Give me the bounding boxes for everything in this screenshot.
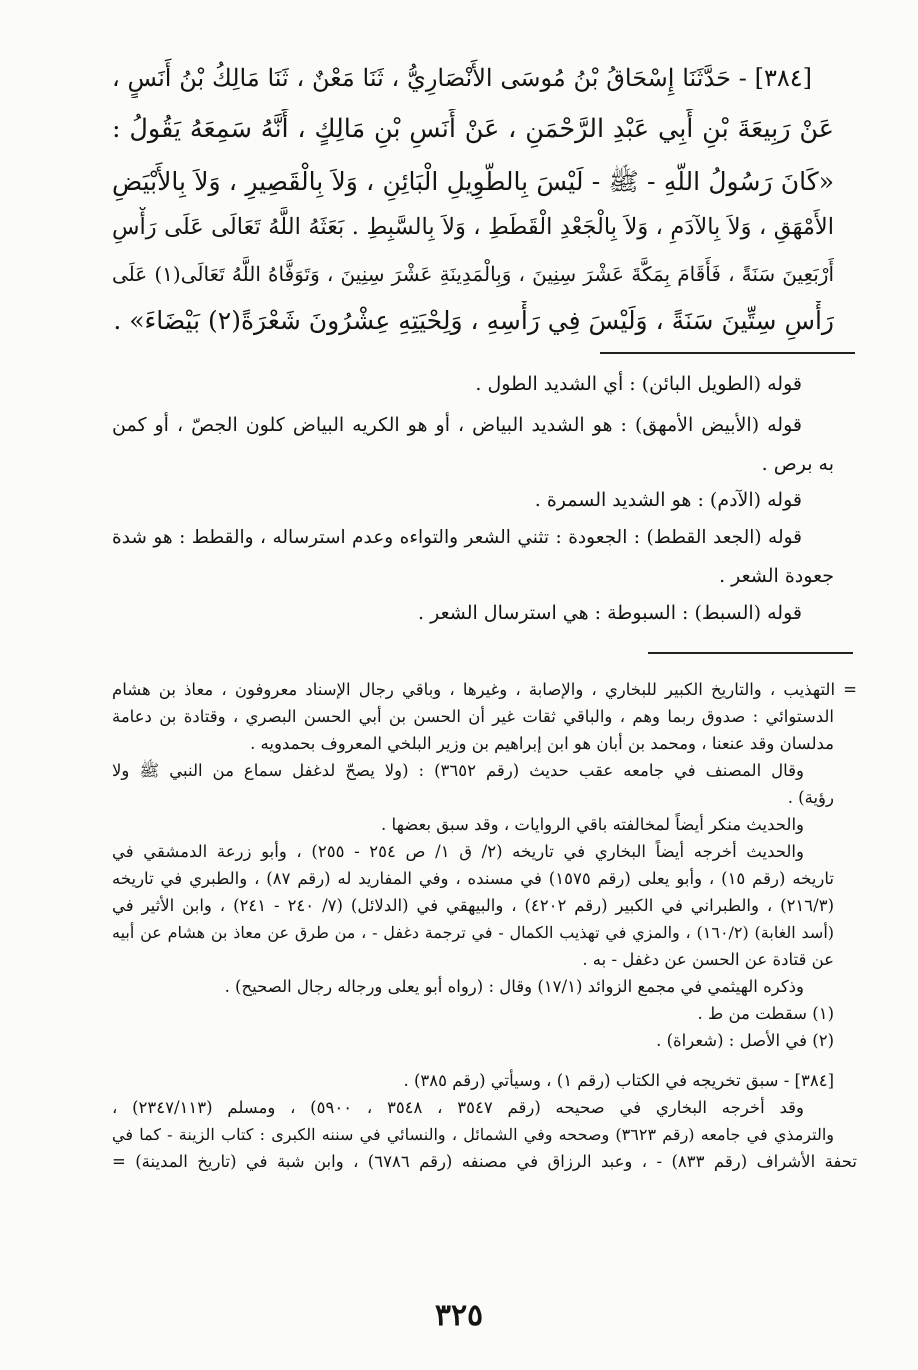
hadith-line: «كَانَ رَسُولُ اللَّهِ - ﷺ - لَيْسَ بِالطَّوِيلِ الْبَائِنِ ، وَلاَ بِالْقَصِيرِ ، وَلاَ بِالأَبْيَضِ [112,167,834,196]
footnote-line: والترمذي في جامعه (رقم ٣٦٢٣) وصححه وفي الشمائل ، والنسائي في سننه الكبرى : كتاب الزينة - كما في [112,1125,834,1144]
page-number: ٣٢٥ [434,1298,484,1333]
footnote-line: وذكره الهيثمي في مجمع الزوائد (١٧/١) وقال : (رواه أبو يعلى ورجاله رجال الصحيح) . [224,977,804,996]
footnote-line: (٢١٦/٣) ، والطبراني في الكبير (رقم ٤٢٠٢) ، والبيهقي في (الدلائل) (٧/ ٢٤٠ - ٢٤١) ، وابن الأثير في [112,896,834,915]
hadith-line: رَأْسِ سِتِّينَ سَنَةً ، وَلَيْسَ فِي رَأْسِهِ ، وَلِحْيَتِهِ عِشْرُونَ شَعْرَةً(٢) بَيْضَاءَ» . [113,306,834,335]
footnote-line: وقال المصنف في جامعه عقب حديث (رقم ٣٦٥٢) : (ولا يصحّ لدغفل سماع من النبي ﷺ ولا [112,761,804,780]
gloss-line: جعودة الشعر . [719,565,834,587]
footnote-line: عن قتادة عن الحسن عن دغفل - به . [582,950,834,969]
gloss-line: قوله (الجعد القطط) : الجعودة : تثني الشعر والتواءه وعدم استرساله ، والقطط : هو شدة [112,527,802,548]
hadith-line: أَرْبَعِينَ سَنَةً ، فَأَقَامَ بِمَكَّةَ عَشْرَ سِنِينَ ، وَبِالْمَدِينَةِ عَشْرَ سِنِينَ ، وَتَوَفَّاهُ اللَّهُ تَعَالَى(١) عَلَى [112,262,834,286]
gloss-line: قوله (السبط) : السبوطة : هي استرسال الشعر . [418,602,802,624]
footnote-line: رؤية) . [787,788,834,807]
gloss-line: قوله (الأبيض الأمهق) : هو الشديد البياض ، أو هو الكريه البياض كلون الجصّ ، أو كمن [112,414,802,436]
section-divider [600,352,855,354]
hadith-line: الأَمْهَقِ ، وَلاَ بِالآدَمِ ، وَلاَ بِالْجَعْدِ الْقَطَطِ ، وَلاَ بِالسَّبِطِ . بَعَثَهُ اللَّهُ تَعَالَى عَلَى رَأْسِ [112,214,834,240]
gloss-line: قوله (الطويل البائن) : أي الشديد الطول . [475,373,802,395]
footnote-line: الدستوائي : صدوق ربما وهم ، والباقي ثقات غير أن الحسن بن أبي الحسن البصري ، وقتادة بن دعامة [112,707,834,726]
footnote-line: مدلسان وقد عنعنا ، ومحمد بن أبان هو ابن إبراهيم بن وزير البلخي المعروف بحمدويه . [250,734,834,753]
footnote-line: والحديث منكر أيضاً لمخالفته باقي الروايات ، وقد سبق بعضها . [381,815,804,834]
footnote-line: = التهذيب ، والتاريخ الكبير للبخاري ، والإصابة ، وغيرها ، وباقي رجال الإسناد معروفون ، معاذ بن هشام [112,680,857,699]
footnote-line: (أسد الغابة) (١٦٠/٢) ، والمزي في تهذيب الكمال - في ترجمة دغفل - ، من طرق عن معاذ بن هشام عن أبيه [112,923,834,942]
hadith-line: عَنْ رَبِيعَةَ بْنِ أَبِي عَبْدِ الرَّحْمَنِ ، عَنْ أَنَسِ بْنِ مَالِكٍ ، أَنَّهُ سَمِعَهُ يَقُولُ : [112,114,834,144]
footnote-line: والحديث أخرجه أيضاً البخاري في تاريخه (٢/ ق ١/ ص ٢٥٤ - ٢٥٥) ، وأبو زرعة الدمشقي في [112,842,804,861]
footnote-line: تاريخه (رقم ١٥) ، وأبو يعلى (رقم ١٥٧٥) في مسنده ، وفي المفاريد له (رقم ٨٧) ، والطبري في تاريخه [112,869,834,888]
gloss-line: قوله (الآدم) : هو الشديد السمرة . [534,489,802,511]
footnote-line: (٢) في الأصل : (شعراة) . [656,1031,834,1050]
footnote-line: وقد أخرجه البخاري في صحيحه (رقم ٣٥٤٧ ، ٣٥٤٨ ، ٥٩٠٠) ، ومسلم (٢٣٤٧/١١٣) ، [112,1098,804,1117]
footnote-divider [648,652,853,654]
hadith-line: [٣٨٤] - حَدَّثَنَا إِسْحَاقُ بْنُ مُوسَى الأَنْصَارِيُّ ، ثَنَا مَعْنٌ ، ثَنَا مَالِكُ بْنُ أَنَسٍ ، [112,64,812,92]
gloss-line: به برص . [761,453,834,475]
footnote-line: [٣٨٤] - سبق تخريجه في الكتاب (رقم ١) ، وسيأتي (رقم ٣٨٥) . [403,1071,834,1090]
footnote-line: (١) سقطت من ط . [697,1004,834,1023]
footnote-line: تحفة الأشراف (رقم ٨٣٣) - ، وعبد الرزاق في مصنفه (رقم ٦٧٨٦) ، وابن شبة في (تاريخ المدينة) = [112,1152,857,1171]
